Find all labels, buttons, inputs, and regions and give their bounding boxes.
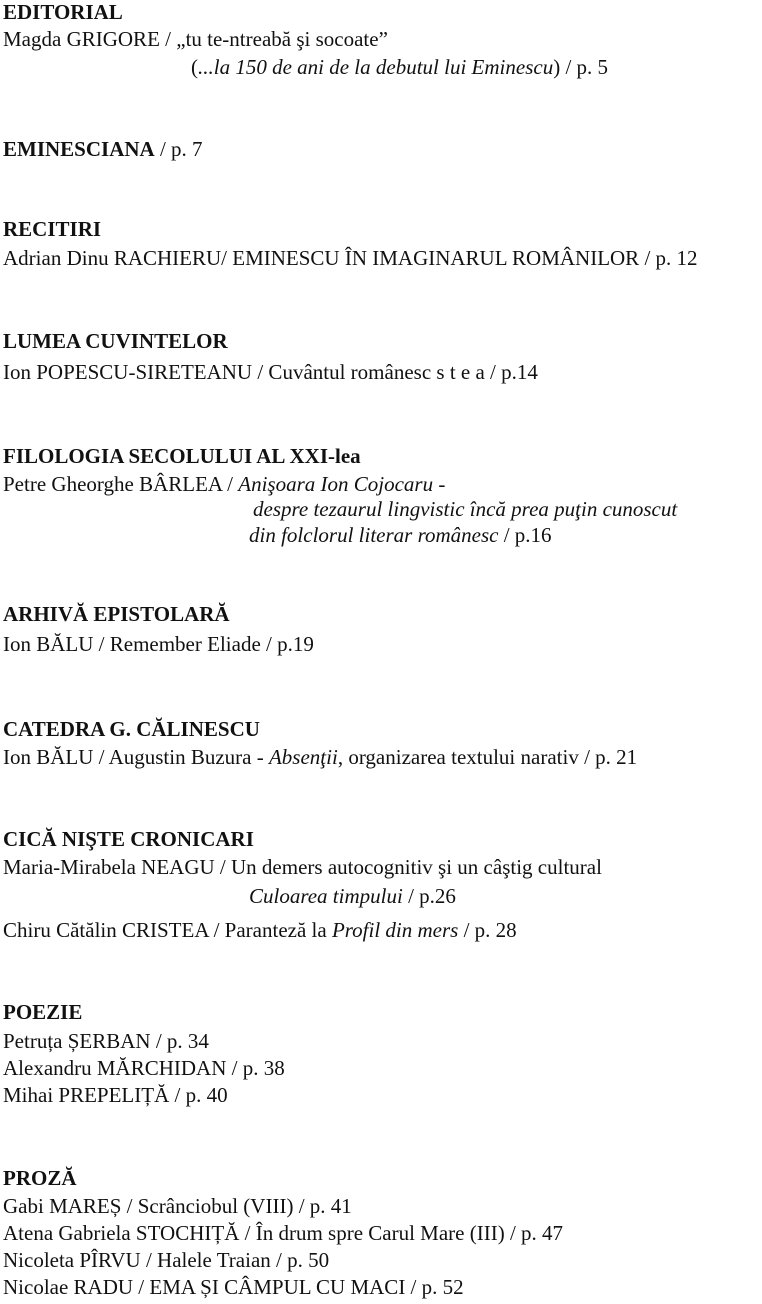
section-heading-filologia: FILOLOGIA SECOLULUI AL XXI-lea	[3, 444, 361, 468]
section-heading-proza: PROZĂ	[3, 1166, 77, 1190]
filologia-entry-line1	[3, 472, 445, 496]
paren-open: (	[191, 55, 198, 79]
cronicari-entry1-title: Culoarea timpului	[249, 884, 403, 908]
filologia-title-part1: Anişoara Ion Cojocaru -	[238, 472, 446, 496]
poezie-entry: Petruța ȘERBAN / p. 34	[3, 1029, 209, 1053]
eminesciana-page: / p. 7	[159, 137, 203, 161]
proza-entry: Atena Gabriela STOCHIȚĂ / În drum spre Carul Mare (III) / p. 47	[3, 1221, 564, 1245]
cronicari-entry1: Maria-Mirabela NEAGU / Un demers autocognitiv şi un câştig cultural	[3, 855, 602, 879]
arhiva-page: / p.19	[266, 632, 314, 656]
editorial-author: Magda GRIGORE	[3, 27, 160, 51]
proza-entry: Nicoleta PÎRVU / Halele Traian / p. 50	[3, 1248, 330, 1272]
section-heading-eminesciana: EMINESCIANA	[3, 137, 155, 161]
cronicari-entry2-italic: Profil din mers	[331, 918, 459, 942]
cronicari-entry1-title-line	[249, 884, 456, 908]
catedra-entry-after: , organizarea textului narativ / p. 21	[337, 745, 638, 769]
cronicari-entry2-after: / p. 28	[463, 918, 517, 942]
section-heading-cronicari: CICĂ NIŞTE CRONICARI	[3, 827, 254, 851]
lumea-cuvintelor-entry: Ion POPESCU-SIRETEANU / Cuvântul românesc s t e a / p.14	[3, 360, 538, 384]
editorial-subtitle-line	[191, 55, 608, 79]
cronicari-entry2	[3, 918, 517, 942]
proza-entry: Gabi MAREȘ / Scrânciobul (VIII) / p. 41	[3, 1194, 352, 1218]
filologia-title-part2: despre tezaurul lingvistic încă prea puţin cunoscut	[253, 497, 678, 521]
poezie-entry: Alexandru MĂRCHIDAN / p. 38	[3, 1056, 285, 1080]
filologia-author: Petre Gheorghe BÂRLEA /	[3, 472, 233, 496]
editorial-title: „tu te-ntreabă şi socoate”	[176, 27, 388, 51]
filologia-title-part3: din folclorul literar românesc	[249, 523, 499, 547]
poezie-entry: Mihai PREPELIȚĂ / p. 40	[3, 1083, 228, 1107]
eminesciana-line	[3, 137, 203, 161]
filologia-page: / p.16	[503, 523, 552, 547]
catedra-entry	[3, 745, 637, 769]
paren-close: )	[553, 55, 561, 79]
catedra-entry-before: Ion BĂLU / Augustin Buzura -	[3, 745, 264, 769]
arhiva-entry-text: Ion BĂLU / Remember Eliade	[3, 632, 261, 656]
section-heading-catedra: CATEDRA G. CĂLINESCU	[3, 717, 260, 741]
recitiri-entry: Adrian Dinu RACHIERU/ EMINESCU ÎN IMAGINARUL ROMÂNILOR / p. 12	[3, 246, 698, 270]
editorial-entry: Magda GRIGORE / „tu te-ntreabă şi socoate”	[3, 27, 388, 51]
cronicari-entry1-page: / p.26	[408, 884, 456, 908]
section-heading-editorial: EDITORIAL	[3, 0, 123, 24]
catedra-entry-italic: Absenţii	[268, 745, 338, 769]
proza-entry: Nicolae RADU / EMA ȘI CÂMPUL CU MACI / p. 52	[3, 1275, 464, 1299]
cronicari-entry2-before: Chiru Cătălin CRISTEA / Paranteză la	[3, 918, 327, 942]
section-heading-recitiri: RECITIRI	[3, 217, 102, 241]
section-heading-lumea-cuvintelor: LUMEA CUVINTELOR	[3, 329, 228, 353]
editorial-subtitle: ...la 150 de ani de la debutul lui Eminescu	[198, 55, 554, 79]
arhiva-entry	[3, 632, 314, 656]
section-heading-poezie: POEZIE	[3, 1000, 83, 1024]
section-heading-arhiva: ARHIVĂ EPISTOLARĂ	[3, 602, 230, 626]
filologia-entry-line3	[249, 523, 552, 547]
editorial-page: / p. 5	[565, 55, 609, 79]
